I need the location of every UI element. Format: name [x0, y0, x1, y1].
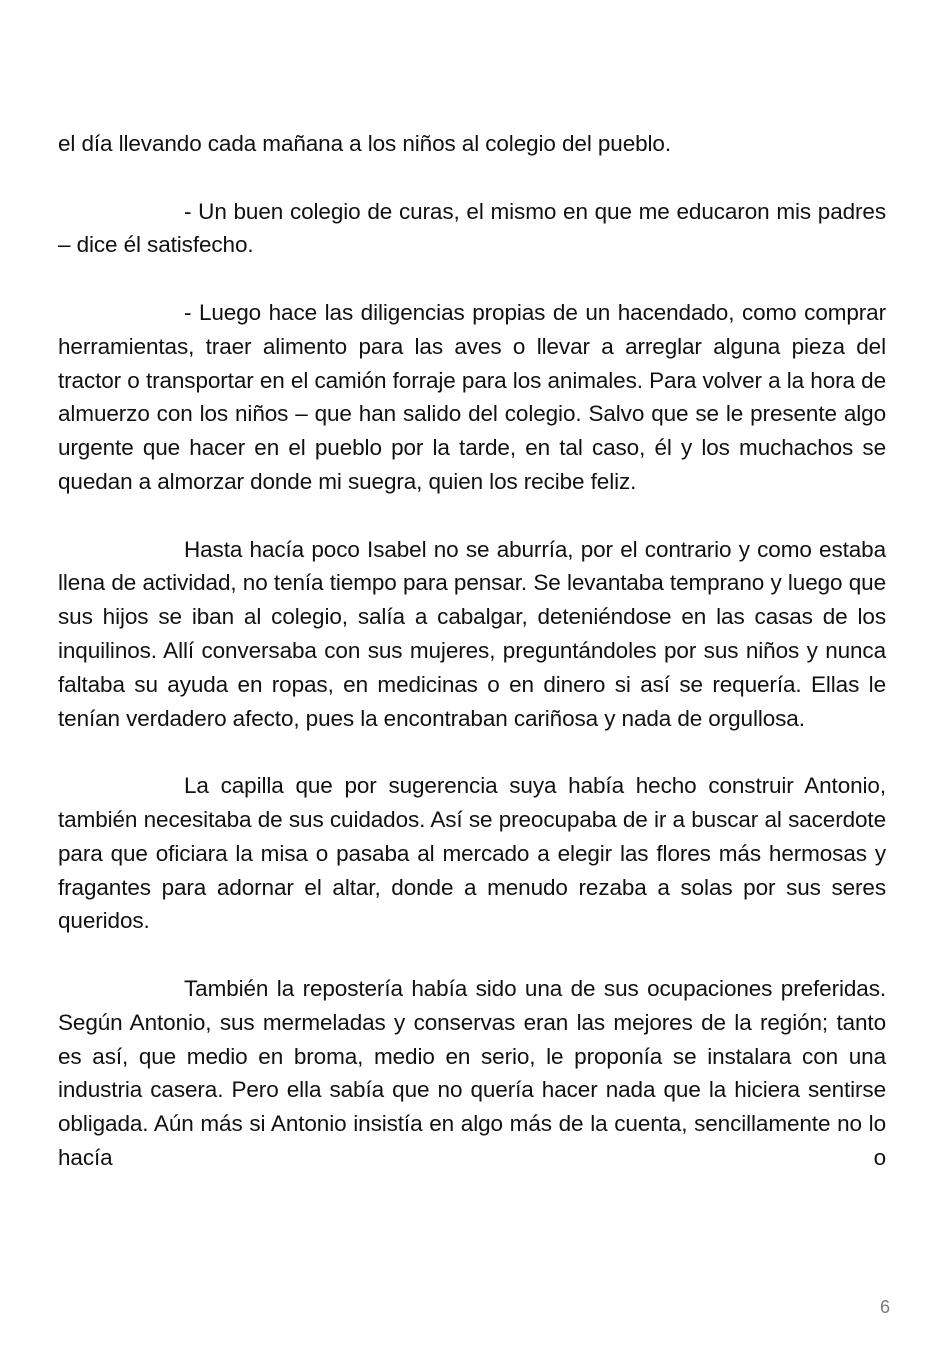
page-number: 6 — [879, 1297, 890, 1317]
paragraph-continuation: el día llevando cada mañana a los niños al colegio del pueblo. — [58, 131, 671, 156]
paragraph-isabel: Hasta hacía poco Isabel no se aburría, por el contrario y como estaba llena de actividad, no tenía tiempo para pensar. Se levantaba temprano y luego que sus hijos se iban al colegio, salía a cabalgar, deteniéndose en las casas de los inquilinos. Allí conversaba con sus mujeres, preguntándoles por sus niños y nunca faltaba su ayuda en ropas, en medicinas o en dinero si así se requería. Ellas le tenían verdadero afecto, pues la encontraban cariñosa y nada de orgullosa. — [58, 536, 886, 731]
page-body-text — [58, 127, 886, 1175]
paragraph-dialogue-1: - Un buen colegio de curas, el mismo en que me educaron mis padres – dice él satisfecho. — [58, 198, 886, 258]
paragraph-reposteria: También la repostería había sido una de sus ocupaciones preferidas. Según Antonio, sus mermeladas y conservas eran las mejores de la región; tanto es así, que medio en broma, medio en serio, le proponía se instalara con una industria casera. Pero ella sabía que no quería hacer nada que la hiciera sentirse obligada. Aún más si Antonio insistía en algo más de la cuenta, sencillamente no lo hacía o — [58, 975, 886, 1170]
paragraph-capilla: La capilla que por sugerencia suya había hecho construir Antonio, también necesitaba de sus cuidados. Así se preocupaba de ir a buscar al sacerdote para que oficiara la misa o pasaba al mercado a elegir las flores más hermosas y fragantes para adornar el altar, donde a menudo rezaba a solas por sus seres queridos. — [58, 773, 886, 934]
paragraph-dialogue-2: - Luego hace las diligencias propias de un hacendado, como comprar herramientas, traer alimento para las aves o llevar a arreglar alguna pieza del tractor o transportar en el camión forraje para los animales. Para volver a la hora de almuerzo con los niños – que han salido del colegio. Salvo que se le presente algo urgente que hacer en el pueblo por la tarde, en tal caso, él y los muchachos se quedan a almorzar donde mi suegra, quien los recibe feliz. — [58, 299, 886, 494]
